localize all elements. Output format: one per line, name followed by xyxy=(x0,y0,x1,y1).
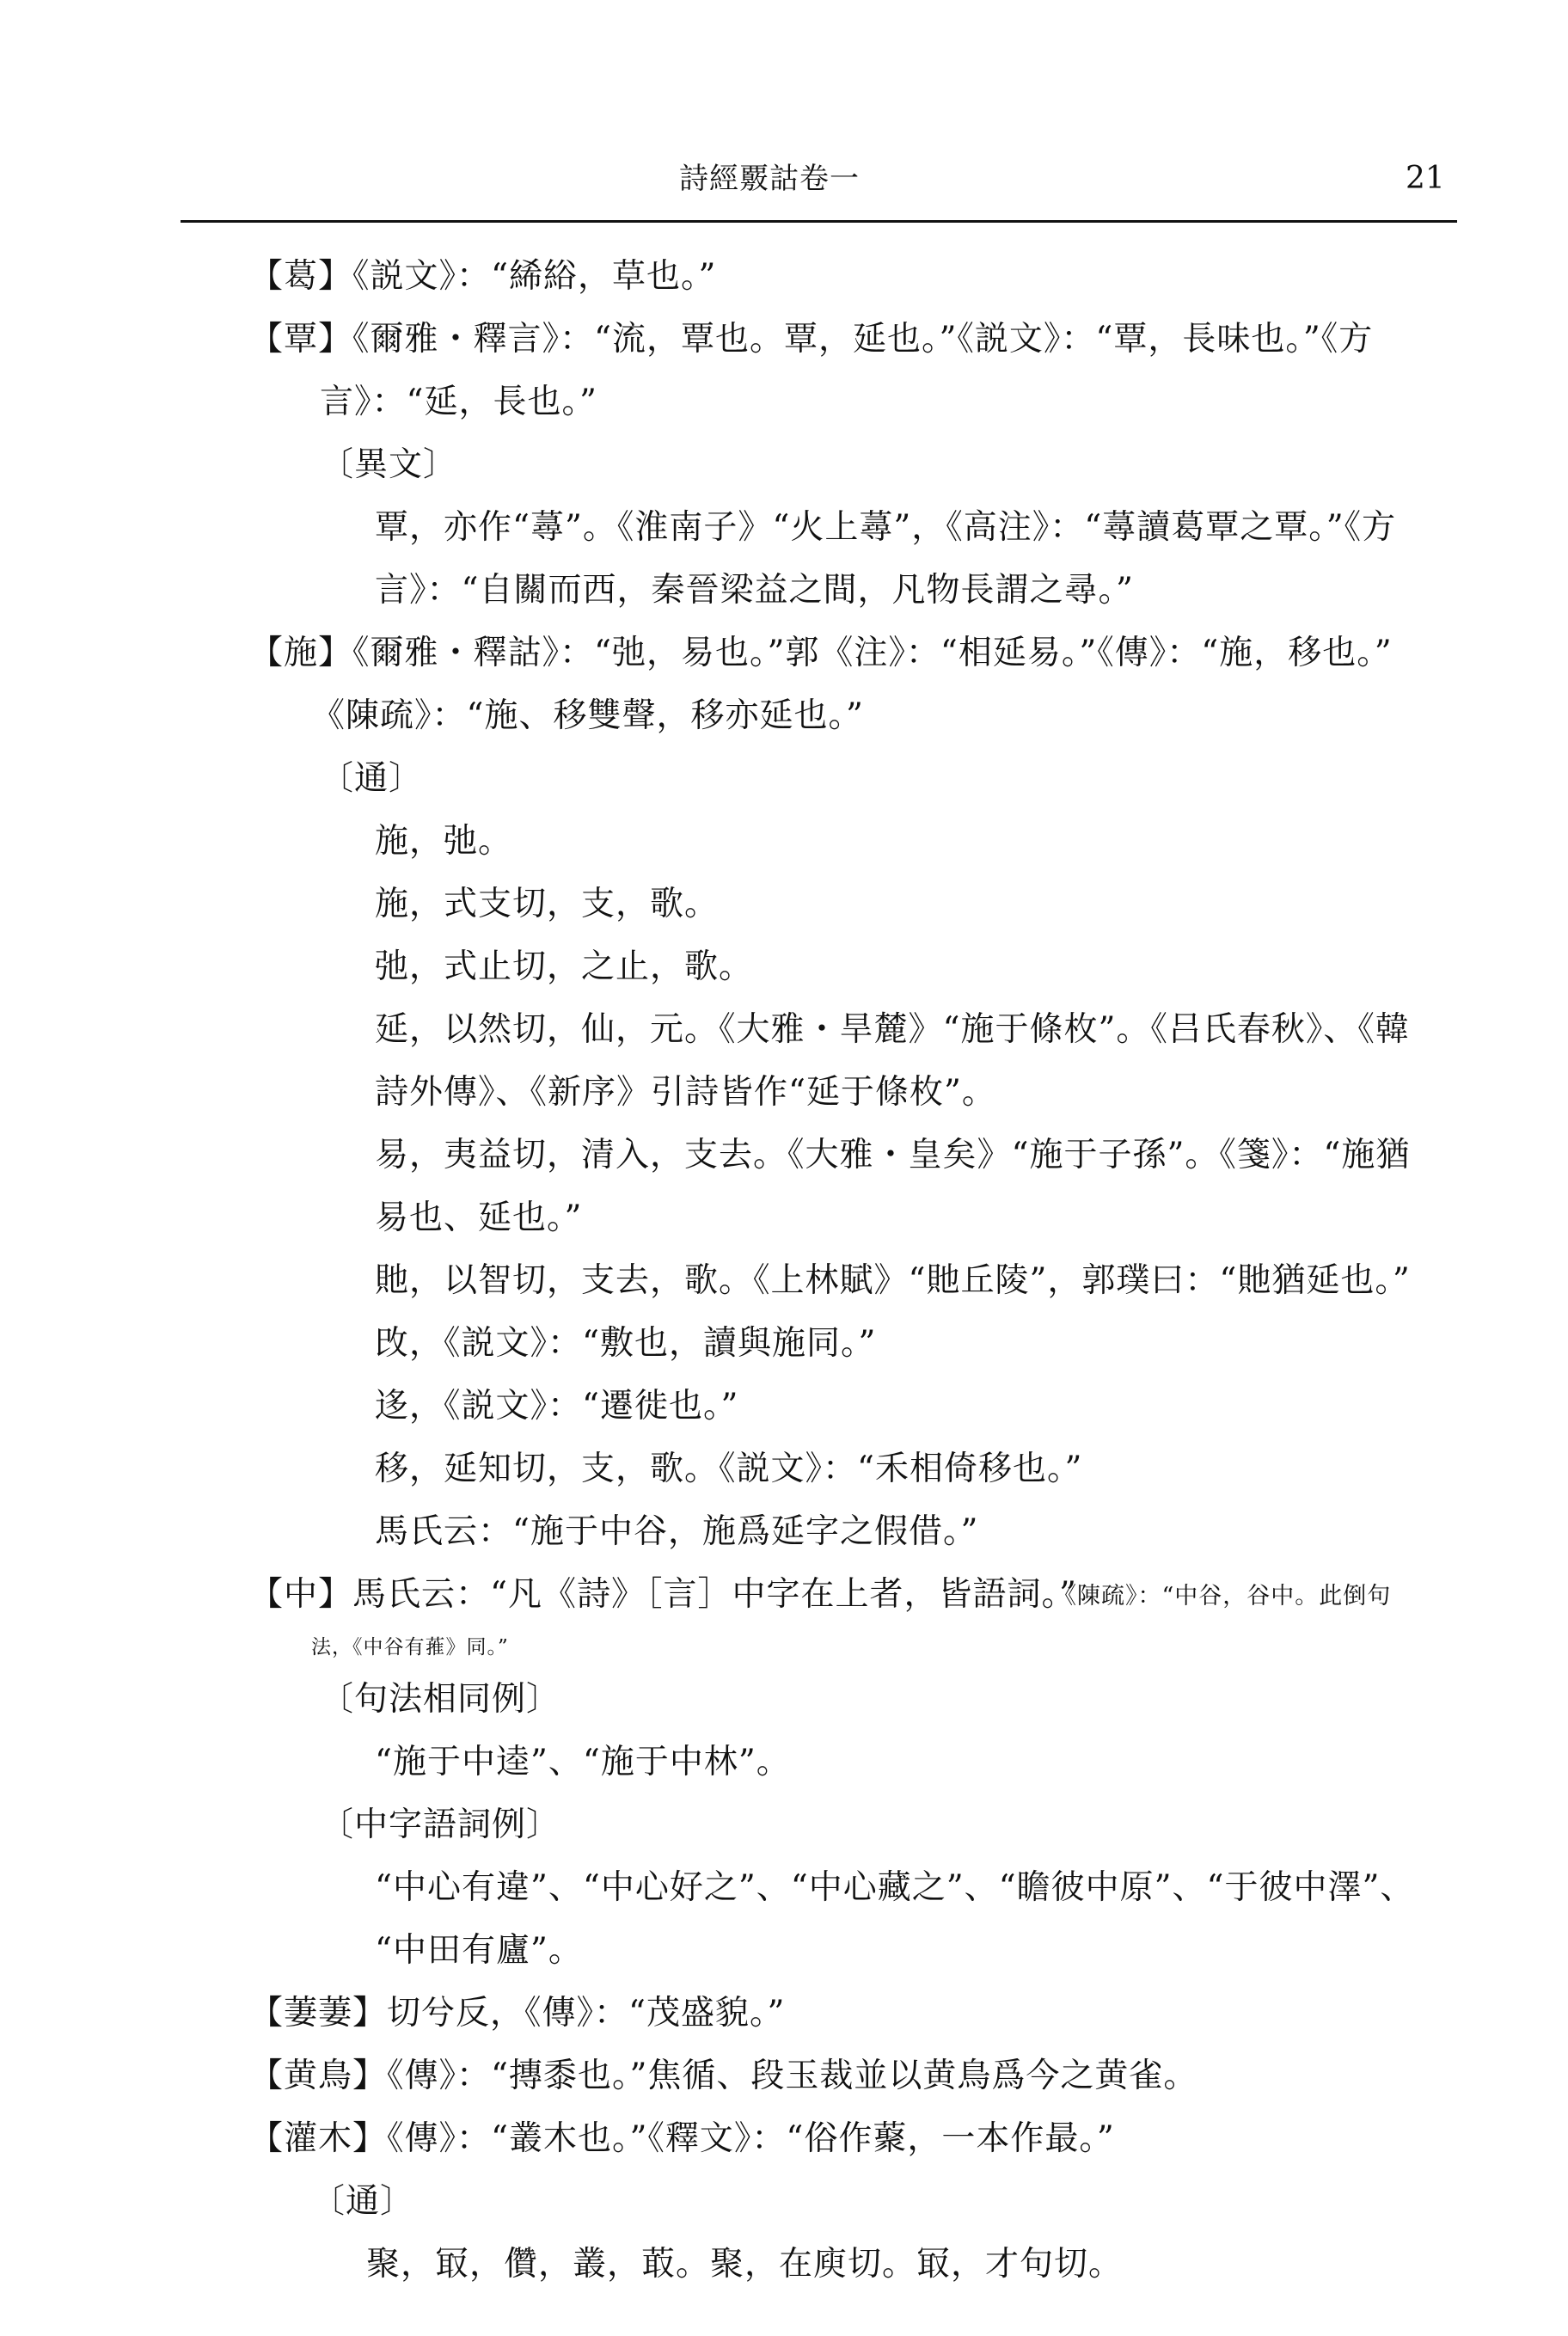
entry-zhong: 【中】馬氏云：“凡《詩》［言］中字在上者，皆語詞。” xyxy=(249,1575,1077,1614)
section-syntax-examples: 〔句法相同例〕 xyxy=(320,1680,561,1719)
tong-line: 易也、延也。” xyxy=(375,1199,583,1237)
entry-huangniao: 【黄鳥】《傳》：“摶黍也。”焦循、段玉裁並以黄鳥爲今之黄雀。 xyxy=(249,2057,1198,2095)
example-line: “中田有廬”。 xyxy=(375,1931,583,1970)
entry-shi-cont: 《陳疏》：“施、移雙聲，移亦延也。” xyxy=(311,696,864,735)
section-tong: 〔通〕 xyxy=(320,759,424,798)
variant-line: 覃，亦作“蕁”。《淮南子》“火上蕁”，《高注》：“蕁讀葛覃之覃。”《方 xyxy=(375,508,1397,547)
entry-guanmu: 【灌木】《傳》：“叢木也。”《釋文》：“俗作藂，一本作最。” xyxy=(249,2119,1115,2158)
entry-zhong-note-cont: 法，《中谷有蓷》同。” xyxy=(311,1636,509,1658)
tong-line: 馬氏云：“施于中谷，施爲延字之假借。” xyxy=(375,1512,979,1551)
tong-line: 延，以然切，仙，元。《大雅・旱麓》“施于條枚”。《吕氏春秋》、《韓 xyxy=(375,1010,1410,1049)
section-tong: 〔通〕 xyxy=(311,2182,415,2221)
running-head xyxy=(0,153,1568,205)
entry-shi: 【施】《爾雅・釋詁》：“弛，易也。”郭《注》：“相延易。”《傳》：“施，移也。” xyxy=(249,634,1393,672)
entry-tan: 【覃】《爾雅・釋言》：“流，覃也。覃，延也。”《説文》：“覃，長味也。”《方 xyxy=(249,320,1374,359)
running-title: 詩經覈詁卷一 xyxy=(679,162,860,196)
entry-ge: 【葛】《説文》：“絺綌，草也。” xyxy=(249,257,717,296)
entry-zhong-note: 《陳疏》：“中谷，谷中。此倒句 xyxy=(1053,1583,1392,1609)
variant-line: 言》：“自關而西，秦晉梁益之間，凡物長謂之尋。” xyxy=(375,571,1134,610)
tong-line: 迻，《説文》：“遷徙也。” xyxy=(375,1387,739,1426)
entry-qiqi: 【萋萋】切兮反，《傳》：“茂盛貌。” xyxy=(249,1994,786,2033)
section-variant-text: 〔異文〕 xyxy=(320,445,458,484)
tong-line: 弛，式止切，之止，歌。 xyxy=(375,947,754,986)
entry-tan-cont: 言》：“延，長也。” xyxy=(320,383,597,421)
example-line: “施于中逵”、“施于中林”。 xyxy=(375,1743,791,1781)
tong-line: 詩外傳》、《新序》引詩皆作“延于條枚”。 xyxy=(375,1073,996,1112)
tong-line: 施，弛。 xyxy=(375,822,513,861)
tong-line: 貤，以智切，支去，歌。《上林賦》“貤丘陵”，郭璞曰：“貤猶延也。” xyxy=(375,1261,1411,1300)
tong-line: 攺，《説文》：“敷也，讀與施同。” xyxy=(375,1324,877,1363)
tong-line: 易，夷益切，清入，支去。《大雅・皇矣》“施于子孫”。《箋》：“施猶 xyxy=(375,1136,1411,1174)
header-rule xyxy=(181,220,1457,223)
tong-line: 施，式支切，支，歌。 xyxy=(375,885,720,923)
section-particle-examples: 〔中字語詞例〕 xyxy=(320,1806,561,1844)
example-line: “中心有違”、“中心好之”、“中心藏之”、“瞻彼中原”、“于彼中澤”、 xyxy=(375,1868,1415,1907)
tong-line: 移，延知切，支，歌。《説文》：“禾相倚移也。” xyxy=(375,1450,1083,1488)
tong-line: 聚，冣，儹，叢，菆。聚，在庾切。冣，才句切。 xyxy=(366,2245,1124,2284)
page-number: 21 xyxy=(1406,161,1445,196)
